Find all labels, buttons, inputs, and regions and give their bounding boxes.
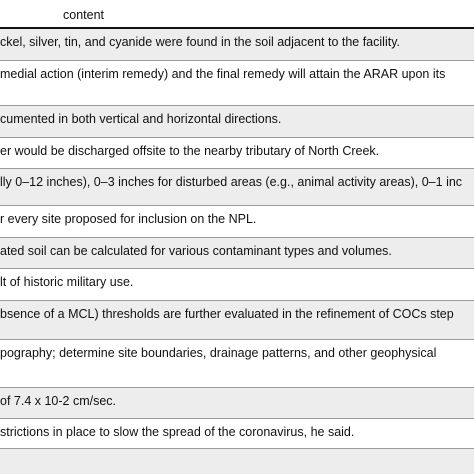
- table-row: [0, 138, 474, 169]
- table-header: [0, 0, 474, 29]
- row-text: bsence of a MCL) thresholds are further evaluated in the refinement of COCs step: [0, 307, 454, 321]
- column-header-content: content: [63, 8, 105, 22]
- table-row: [0, 169, 474, 206]
- row-text: cumented in both vertical and horizontal directions.: [0, 112, 282, 126]
- table-row: [0, 238, 474, 269]
- table-row: [0, 206, 474, 238]
- row-text: lly 0–12 inches), 0–3 inches for disturbed areas (e.g., animal activity areas), 0–1 inc: [0, 175, 463, 189]
- row-text: er would be discharged offsite to the nearby tributary of North Creek.: [0, 144, 380, 158]
- row-text: of 7.4 x 10-2 cm/sec.: [0, 394, 117, 408]
- row-text: pography; determine site boundaries, drainage patterns, and other geophysical: [0, 346, 437, 360]
- row-text: ated soil can be calculated for various contaminant types and volumes.: [0, 244, 392, 258]
- table-row: [0, 106, 474, 138]
- table-row: [0, 449, 474, 474]
- table-row: [0, 29, 474, 61]
- table-row: [0, 340, 474, 388]
- row-text: medial action (interim remedy) and the final remedy will attain the ARAR upon its: [0, 67, 446, 81]
- table-row: [0, 269, 474, 301]
- row-text: r every site proposed for inclusion on the NPL.: [0, 212, 257, 226]
- row-text: ckel, silver, tin, and cyanide were found in the soil adjacent to the facility.: [0, 35, 400, 49]
- table-body: [0, 29, 474, 474]
- table-row: [0, 419, 474, 449]
- table-row: [0, 301, 474, 340]
- row-text: strictions in place to slow the spread of the coronavirus, he said.: [0, 425, 355, 439]
- table-row: [0, 388, 474, 419]
- row-text: lt of historic military use.: [0, 275, 134, 289]
- table-row: [0, 61, 474, 106]
